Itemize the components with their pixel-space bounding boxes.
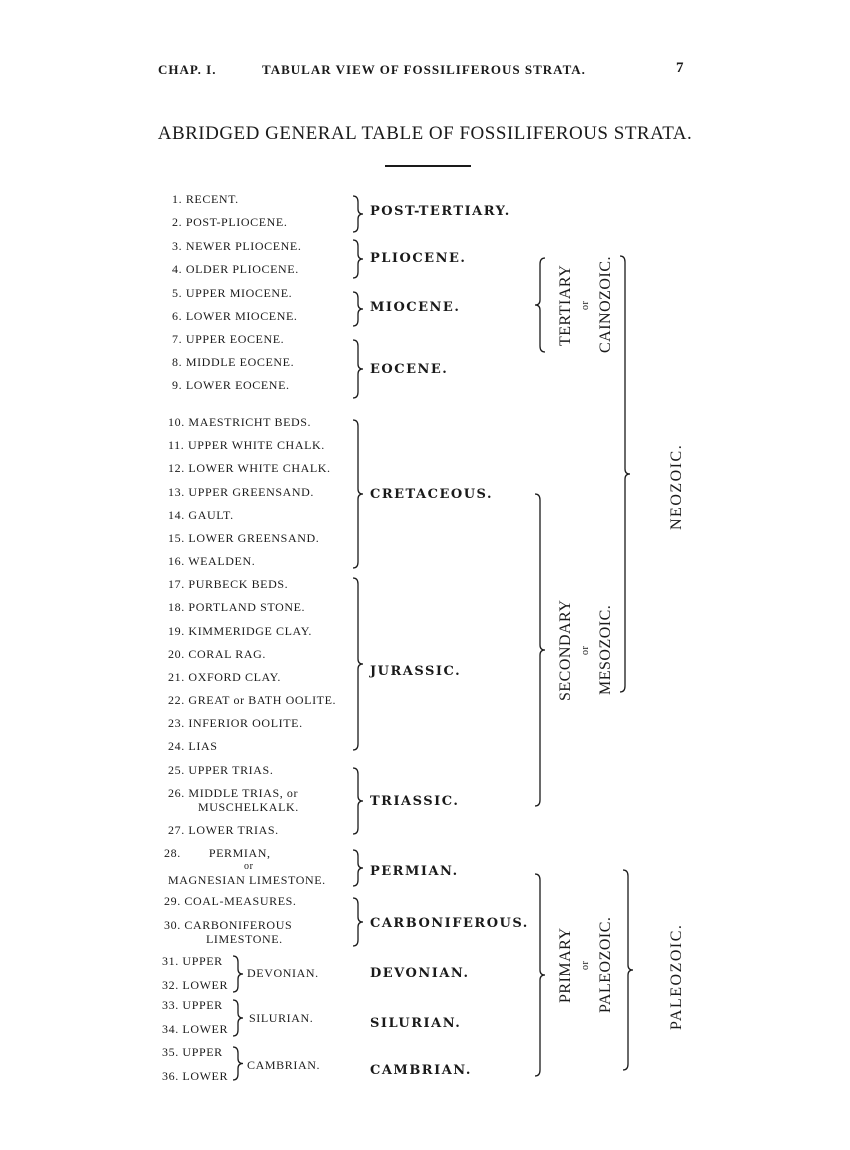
group-eocene: EOCENE. — [370, 362, 449, 377]
running-title: TABULAR VIEW OF FOSSILIFEROUS STRATA. — [262, 62, 586, 77]
era-secondary: SECONDARY or MESOZOIC. — [557, 599, 614, 701]
stratum-28-or: or — [244, 861, 254, 872]
stratum-3: 3. NEWER PLIOCENE. — [172, 239, 302, 253]
chapter-label: CHAP. I. — [158, 62, 217, 77]
brace-devonian — [233, 956, 243, 992]
group-devonian: DEVONIAN. — [370, 966, 470, 981]
stratum-12: 12. LOWER WHITE CHALK. — [168, 461, 331, 475]
stratum-2: 2. POST-PLIOCENE. — [172, 215, 288, 229]
group-jurassic: JURASSIC. — [370, 664, 462, 679]
stratum-5: 5. UPPER MIOCENE. — [172, 286, 293, 300]
brace-permian — [353, 850, 363, 886]
stratum-6: 6. LOWER MIOCENE. — [172, 309, 298, 323]
stratum-13: 13. UPPER GREENSAND. — [168, 485, 315, 499]
brace-silurian — [233, 1000, 243, 1036]
stratum-36: 36. LOWER — [162, 1069, 229, 1083]
era-tertiary: TERTIARY or CAINOZOIC. — [557, 256, 614, 354]
group-permian: PERMIAN. — [370, 864, 459, 879]
stratum-22: 22. GREAT or BATH OOLITE. — [168, 693, 337, 707]
stratum-8: 8. MIDDLE EOCENE. — [172, 355, 295, 369]
brace-miocene — [353, 292, 363, 326]
stratum-9: 9. LOWER EOCENE. — [172, 378, 290, 392]
group-post-tertiary: POST-TERTIARY. — [370, 204, 511, 219]
stratum-19: 19. KIMMERIDGE CLAY. — [168, 624, 313, 638]
stratum-35: 35. UPPER — [162, 1045, 223, 1059]
stratum-16: 16. WEALDEN. — [168, 554, 256, 568]
page-number: 7 — [676, 60, 685, 76]
stratum-23: 23. INFERIOR OOLITE. — [168, 716, 303, 730]
stratum-18: 18. PORTLAND STONE. — [168, 600, 306, 614]
stratum-10: 10. MAESTRICHT BEDS. — [168, 415, 312, 429]
subgroup-devonian: DEVONIAN. — [247, 966, 319, 980]
stratum-24: 24. LIAS — [168, 739, 218, 753]
brace-paleozoic — [623, 870, 633, 1070]
stratum-15: 15. LOWER GREENSAND. — [168, 531, 320, 545]
super-era-neozoic: NEOZOIC. — [668, 443, 685, 530]
brace-post-tertiary — [353, 196, 363, 232]
stratum-20: 20. CORAL RAG. — [168, 647, 266, 661]
subgroup-silurian: SILURIAN. — [249, 1011, 314, 1025]
stratum-28-line2: MAGNESIAN LIMESTONE. — [168, 873, 326, 887]
brace-cretaceous — [353, 420, 363, 568]
stratum-32: 32. LOWER — [162, 978, 229, 992]
super-era-paleozoic: PALEOZOIC. — [668, 923, 685, 1030]
era-primary: PRIMARY or PALEOZOIC. — [557, 916, 614, 1014]
stratum-14: 14. GAULT. — [168, 508, 234, 522]
brace-carboniferous — [353, 898, 363, 946]
group-cretaceous: CRETACEOUS. — [370, 487, 493, 502]
subgroup-cambrian: CAMBRIAN. — [247, 1058, 321, 1072]
brace-primary — [535, 874, 545, 1076]
brace-cambrian — [233, 1047, 243, 1080]
stratum-7: 7. UPPER EOCENE. — [172, 332, 285, 346]
group-silurian: SILURIAN. — [370, 1016, 462, 1031]
brace-secondary — [535, 494, 545, 806]
group-carboniferous: CARBONIFEROUS. — [370, 916, 529, 931]
brace-tertiary — [535, 258, 545, 352]
group-miocene: MIOCENE. — [370, 300, 461, 315]
brace-jurassic — [353, 578, 363, 750]
stratum-4: 4. OLDER PLIOCENE. — [172, 262, 299, 276]
stratum-27: 27. LOWER TRIAS. — [168, 823, 279, 837]
group-cambrian: CAMBRIAN. — [370, 1063, 472, 1078]
stratum-21: 21. OXFORD CLAY. — [168, 670, 281, 684]
stratum-34: 34. LOWER — [162, 1022, 229, 1036]
page-title: ABRIDGED GENERAL TABLE OF FOSSILIFEROUS STRATA. — [157, 123, 693, 144]
brace-pliocene — [353, 240, 363, 278]
stratum-11: 11. UPPER WHITE CHALK. — [168, 438, 325, 452]
stratum-1: 1. RECENT. — [172, 192, 239, 206]
stratum-17: 17. PURBECK BEDS. — [168, 577, 289, 591]
stratum-25: 25. UPPER TRIAS. — [168, 763, 274, 777]
brace-cainozoic-right — [620, 256, 630, 692]
stratum-26: 26. MIDDLE TRIAS, or MUSCHELKALK. — [168, 786, 299, 814]
group-triassic: TRIASSIC. — [370, 794, 460, 809]
group-pliocene: PLIOCENE. — [370, 251, 467, 266]
brace-triassic — [353, 768, 363, 834]
brace-eocene — [353, 340, 363, 398]
stratum-29: 29. COAL-MEASURES. — [164, 894, 297, 908]
stratum-33: 33. UPPER — [162, 998, 223, 1012]
stratum-28: 28. PERMIAN, — [164, 846, 271, 860]
stratum-31: 31. UPPER — [162, 954, 223, 968]
stratum-30: 30. CARBONIFEROUS LIMESTONE. — [164, 918, 293, 946]
